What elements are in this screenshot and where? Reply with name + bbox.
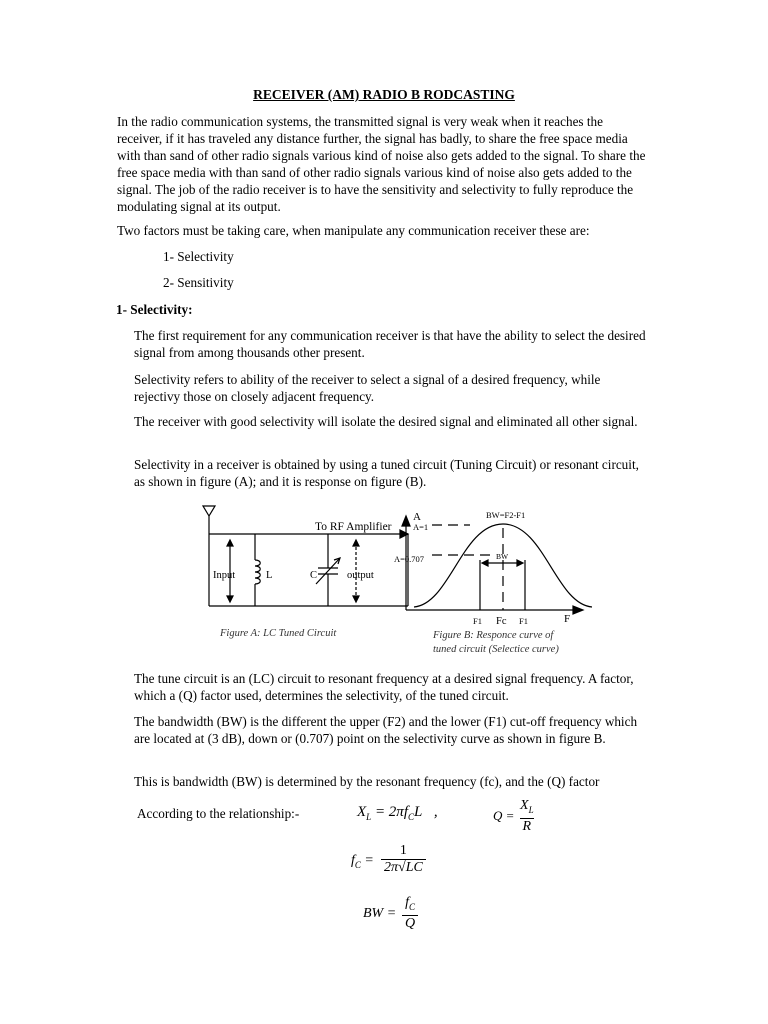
label-to-rf-amplifier: To RF Amplifier: [315, 521, 392, 533]
xl-rhs-subscript: C: [408, 812, 415, 822]
figure-lc-circuit-and-response: [200, 500, 595, 660]
q-denominator: R: [520, 818, 535, 835]
label-axis-a: A: [413, 511, 421, 523]
intro-paragraph: In the radio communication systems, the transmitted signal is very weak when it reaches the receiver, if it has traveled any distance further, the signal has badly, to share the free space media with than sand of other radio signals various kind of noise also gets added to the signal. To share the free space media with than sand of other radio signals various kind of noise also gets added to the signal. The job of the radio receiver is to have the sensitivity and selectivity to fully reproduce the modulating signal at its output.: [117, 114, 646, 214]
label-f1-right: F1: [519, 616, 528, 626]
formula-comma: ,: [433, 804, 438, 820]
bandwidth-paragraph: The bandwidth (BW) is the different the upper (F2) and the lower (F1) cut-off frequency which are located at (3 dB), down or (0.707) point on the selectivity curve as shown in figure B.: [134, 714, 638, 746]
label-bw: BW: [496, 552, 509, 561]
formula-q-lhs: Q =: [493, 808, 515, 823]
selectivity-paragraph-1: The first requirement for any communication receiver is that have the ability to select the desired signal from among thousands other present.: [134, 328, 646, 360]
label-f1-left: F1: [473, 616, 482, 626]
xl-symbol: X: [357, 804, 367, 820]
xl-rhs-l: L: [414, 804, 423, 820]
factors-paragraph: Two factors must be taking care, when manipulate any communication receiver these are:: [117, 223, 590, 238]
antenna-icon: [203, 506, 215, 534]
bw-denominator: Q: [402, 915, 418, 932]
figure-b-response-curve: [402, 516, 592, 614]
label-axis-f: F: [564, 613, 571, 625]
bw-numerator: f: [405, 895, 409, 910]
label-inductor: L: [266, 570, 273, 581]
fc-numerator: 1: [399, 843, 407, 858]
q-numerator: X: [520, 798, 529, 813]
fc-equals: =: [364, 853, 374, 868]
bw-numerator-subscript: C: [409, 901, 416, 912]
fc-denominator: 2π√LC: [381, 859, 426, 876]
formula-fc-fraction: [381, 843, 426, 876]
relationship-label: According to the relationship:-: [137, 806, 300, 821]
label-a-equals-1: A=1: [413, 522, 429, 532]
label-fc: Fc: [496, 616, 507, 627]
formula-inductive-reactance: [357, 804, 438, 822]
selectivity-paragraph-4: Selectivity in a receiver is obtained by using a tuned circuit (Tuning Circuit) or resonant circuit, as shown in figure (A); and it is response on figure (B).: [134, 457, 639, 489]
list-item-selectivity: 1- Selectivity: [163, 249, 234, 264]
caption-figure-b-line-2: tuned circuit (Selectice curve): [433, 644, 559, 655]
label-bw-equation: BW=F2-F1: [486, 510, 526, 520]
label-capacitor: C: [310, 570, 318, 581]
caption-figure-b-line-1: Figure B: Responce curve of: [433, 630, 554, 641]
list-item-sensitivity: 2- Sensitivity: [163, 275, 234, 290]
fc-symbol: f: [351, 853, 355, 868]
fc-subscript: C: [354, 859, 361, 870]
formula-bw-fraction: [402, 895, 418, 932]
label-output: output: [347, 570, 374, 581]
selectivity-paragraph-2: Selectivity refers to ability of the receiver to select a signal of a desired frequency, while rejectivy those on closely adjacent frequency.: [134, 372, 601, 404]
label-input: Input: [213, 570, 236, 581]
xl-subscript: L: [366, 812, 372, 822]
formula-q-fraction: [517, 798, 537, 835]
bandwidth-determination-paragraph: This is bandwidth (BW) is determined by the resonant frequency (fc), and the (Q) factor: [134, 774, 600, 789]
inductor-icon: [255, 534, 260, 606]
tuned-circuit-paragraph: The tune circuit is an (LC) circuit to resonant frequency at a desired signal frequency. A factor, which a (Q) factor used, determines the selectivity, of the tuned circuit.: [134, 671, 634, 703]
selectivity-paragraph-3: The receiver with good selectivity will isolate the desired signal and eliminated all other signal.: [134, 414, 638, 429]
caption-figure-a: Figure A: LC Tuned Circuit: [220, 628, 337, 639]
figure-svg: [200, 500, 595, 660]
variable-capacitor-icon: [316, 534, 340, 606]
label-a-0707: A=0.707: [394, 554, 425, 564]
formula-fc-lhs: [351, 853, 374, 870]
q-numerator-subscript: L: [528, 804, 534, 815]
xl-rhs: = 2πf: [374, 804, 408, 820]
section-heading-selectivity: 1- Selectivity:: [116, 302, 193, 317]
document-title: RECEIVER (AM) RADIO B RODCASTING: [253, 87, 515, 102]
formula-bw-lhs: BW =: [363, 906, 397, 921]
